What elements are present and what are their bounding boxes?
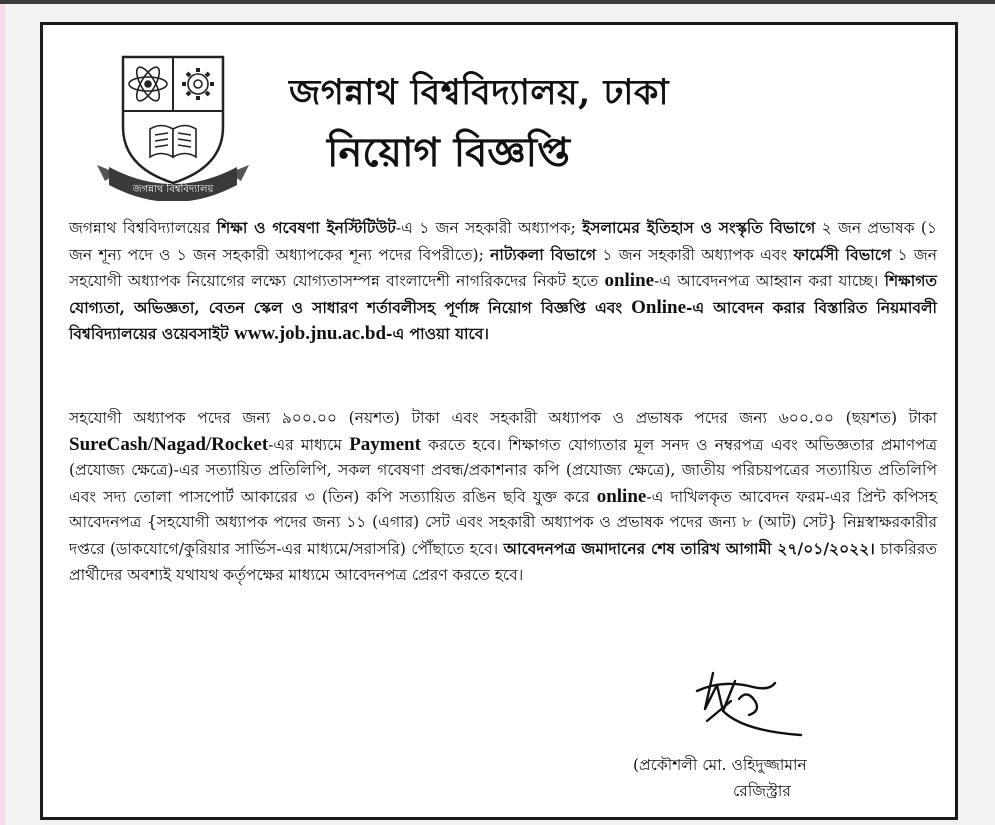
online-word-1: online [604, 270, 655, 292]
left-edge-strip [0, 4, 5, 825]
drama-department: নাট্যকলা বিভাগে [490, 244, 597, 264]
notice-title: নিয়োগ বিজ্ঞপ্তি [327, 129, 571, 176]
p1-text-2: -এ ১ জন সহকারী অধ্যাপক; [395, 219, 583, 237]
payment-word: Payment [349, 433, 421, 455]
p1-bold-details: শিক্ষাগত যোগ্যতা, অভিজ্ঞতা, বেতন স্কেল ও সাধারণ শর্তাবলীসহ পূর্ণাঙ্গ নিয়োগ বিজ্ঞপ্তি এবং [69, 271, 938, 317]
p1-bold-end: -এ পাওয়া যাবে। [386, 324, 489, 344]
signatory-title: রেজিস্ট্রার [733, 782, 791, 800]
p2-text-4: -এ দাখিলকৃত আবেদন ফরম-এর প্রিন্ট কপিসহ আবেদনপত্র {সহযোগী অধ্যাপক পদের জন্য ১১ (এগার) সেট এবং সহকারী অধ্যাপক ও প্রভাষক পদের জন্য ৮ (আট) সেট} নিম্নস্বাক্ষরকারীর দপ্তরে (ডাকযোগে/কুরিয়ার সার্ভিস-এর মাধ্যমে/সরাসরি) পৌঁছাতে হবে। [69, 487, 937, 558]
p2-text-5: চাকরিরত প্রার্থীদের অবশ্যই যথাযথ কর্তৃপক্ষের মাধ্যমে আবেদনপত্র প্রেরণ করতে হবে। [69, 539, 937, 584]
top-bar [0, 0, 995, 4]
p1-text-3: ২ জন প্রভাষক (১ জন শূন্য পদে ও ১ জন সহকারী অধ্যাপকের শূন্য পদের বিপরীতে); [69, 219, 937, 264]
website-link[interactable]: www.job.jnu.ac.bd [233, 323, 387, 345]
signatory-name: (প্রকৌশলী মো. ওহিদুজ্জামান [633, 756, 807, 774]
notice-paragraph-2 [69, 406, 937, 588]
p2-text-3: করতে হবে। শিক্ষাগত যোগ্যতার মূল সনদ ও নম্বরপত্র এবং অভিজ্ঞতার প্রমাণপত্র (প্রযোজ্য ক্ষেত্রে)-এর সত্যায়িত প্রতিলিপি, সকল গবেষণা প্রবন্ধ/প্রকাশনার কপি (প্রযোজ্য ক্ষেত্রে), জাতীয় পরিচয়পত্রের সত্যায়িত প্রতিলিপি এবং সদ্য তোলা পাসপোর্ট আকারের ৩ (তিন) কপি সত্যায়িত রঙিন ছবি যুক্ত করে [69, 435, 937, 506]
p2-text-1: সহযোগী অধ্যাপক পদের জন্য ৯০০.০০ (নয়শত) টাকা এবং সহকারী অধ্যাপক ও প্রভাষক পদের জন্য ৬০০.০০ (ছয়শত) টাকা [69, 409, 937, 427]
pharmacy-department: ফার্মেসী বিভাগে [793, 244, 892, 264]
book-icon [150, 126, 196, 158]
p1-text-5: ১ জন সহযোগী অধ্যাপক নিয়োগের লক্ষ্যে যোগ্যতাসম্পন্ন বাংলাদেশী নাগরিকদের নিকট হতে [69, 245, 937, 291]
university-name: জগন্নাথ বিশ্ববিদ্যালয়, ঢাকা [289, 72, 670, 113]
p2-text-2: -এর মাধ্যমে [268, 435, 350, 454]
notice-paragraph-1 [69, 215, 937, 348]
p1-bold-rules: -এ আবেদন করার বিস্তারিত নিয়মাবলী বিশ্ববিদ্যালয়ের ওয়েবসাইট [69, 297, 937, 344]
p1-text-4: ১ জন সহকারী অধ্যাপক এবং [596, 245, 794, 264]
notice-document [40, 22, 958, 820]
p1-text-1: জগন্নাথ বিশ্ববিদ্যালয়ের [69, 219, 217, 237]
institute-name: শিক্ষা ও গবেষণা ইনস্টিটিউট [216, 218, 396, 237]
university-logo [95, 49, 251, 201]
online-word-2: Online [631, 296, 686, 318]
logo-caption: জগন্নাথ বিশ্ববিদ্যালয় [132, 184, 214, 195]
online-word-3: online [596, 485, 647, 507]
payment-methods: SureCash/Nagad/Rocket [69, 433, 269, 455]
application-deadline: আবেদনপত্র জমাদানের শেষ তারিখ আগামী ২৭/০১/২০২২। [503, 538, 875, 558]
islamic-history-department: ইসলামের ইতিহাস ও সংস্কৃতি বিভাগে [582, 218, 816, 237]
registrar-signature [683, 661, 813, 741]
p1-text-6: -এ আবেদনপত্র আহ্বান করা যাচ্ছে। [654, 272, 885, 291]
